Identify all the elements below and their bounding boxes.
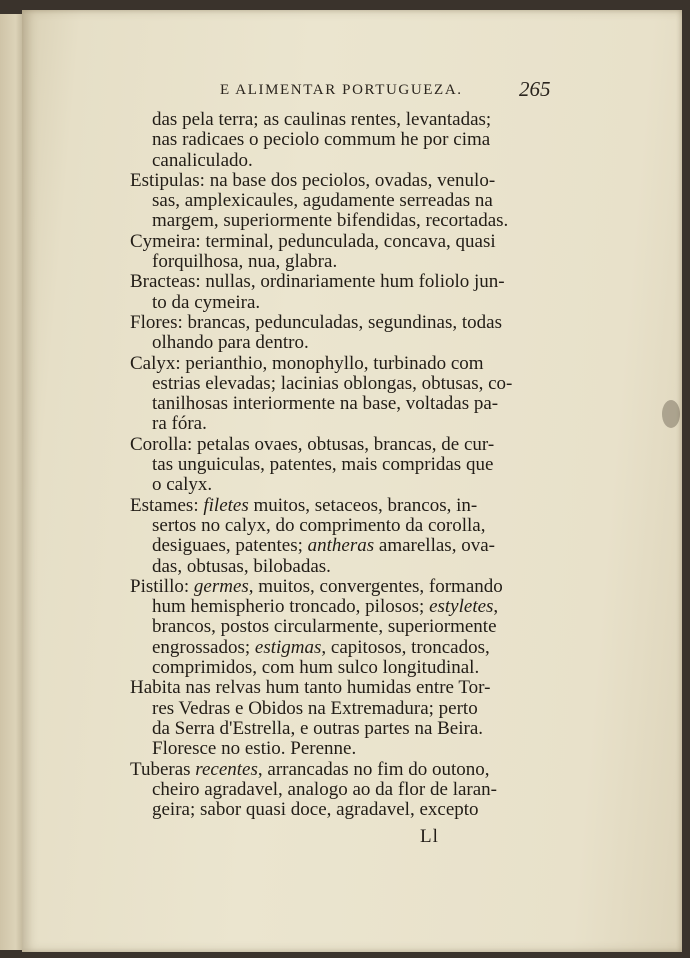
text-fragment: muitos, setaceos, brancos, in- — [248, 494, 478, 516]
text-line — [130, 577, 570, 597]
signature-mark: Ll — [420, 826, 439, 847]
text-fragment: amarellas, ova- — [374, 535, 495, 557]
text-line — [130, 780, 570, 800]
text-line — [130, 658, 570, 678]
text-fragment: brancos, postos circularmente, superiormente — [152, 616, 497, 638]
text-fragment: , capitosos, troncados, — [321, 636, 490, 658]
text-fragment: Cymeira: terminal, pedunculada, concava, quasi — [130, 230, 496, 252]
text-line — [130, 110, 570, 130]
text-fragment: sas, amplexicaules, agudamente serreadas na — [152, 190, 493, 212]
text-fragment: Flores: brancas, pedunculadas, segundinas, todas — [130, 311, 502, 333]
italic-term: estigmas — [254, 636, 322, 658]
text-line — [130, 130, 570, 150]
text-fragment: estrias elevadas; lacinias oblongas, obtusas, co- — [152, 372, 513, 394]
text-fragment: to da cymeira. — [152, 291, 261, 313]
italic-term: antheras — [307, 535, 375, 557]
page-header — [22, 77, 682, 106]
text-fragment: Corolla: petalas ovaes, obtusas, brancas, de cur- — [130, 433, 495, 455]
text-line — [130, 496, 570, 516]
text-fragment: desiguaes, patentes; — [152, 535, 308, 557]
text-fragment: olhando para dentro. — [152, 332, 309, 354]
text-fragment: ra fóra. — [152, 413, 207, 435]
text-fragment: da Serra d'Estrella, e outras partes na Beira. — [152, 717, 484, 739]
text-fragment: margem, superiormente bifendidas, recortadas. — [152, 210, 509, 232]
text-line — [130, 800, 570, 820]
page — [22, 10, 682, 952]
text-line — [130, 536, 570, 556]
italic-term: germes — [193, 575, 249, 597]
text-fragment: o calyx. — [152, 474, 213, 496]
body-text — [130, 110, 570, 820]
text-fragment: hum hemispherio troncado, pilosos; — [152, 596, 430, 618]
text-line — [130, 719, 570, 739]
text-fragment: engrossados; — [152, 636, 255, 658]
text-line — [130, 211, 570, 231]
text-fragment: das, obtusas, bilobadas. — [152, 555, 331, 577]
text-fragment: das pela terra; as caulinas rentes, levantadas; — [152, 109, 492, 130]
text-line — [130, 699, 570, 719]
paper-stain — [662, 400, 680, 428]
text-fragment: Tuberas — [130, 758, 196, 780]
text-fragment: Estipulas: na base dos peciolos, ovadas, venulo- — [130, 169, 496, 191]
text-line — [130, 374, 570, 394]
text-line — [130, 435, 570, 455]
text-line — [130, 455, 570, 475]
text-line — [130, 516, 570, 536]
text-line — [130, 313, 570, 333]
text-fragment: canaliculado. — [152, 149, 253, 171]
text-line — [130, 191, 570, 211]
text-line — [130, 232, 570, 252]
text-fragment: Floresce no estio. Perenne. — [152, 738, 357, 760]
italic-term: estyletes — [429, 596, 494, 618]
text-fragment: Pistillo: — [130, 575, 194, 597]
text-line — [130, 414, 570, 434]
italic-term: filetes — [203, 494, 249, 516]
text-fragment: Calyx: perianthio, monophyllo, turbinado com — [130, 352, 484, 374]
running-head: E ALIMENTAR PORTUGUEZA. — [220, 82, 463, 98]
text-line — [130, 394, 570, 414]
text-fragment: forquilhosa, nua, glabra. — [152, 251, 338, 273]
text-fragment: tanilhosas interiormente na base, voltadas pa- — [152, 393, 499, 415]
text-fragment: Estames: — [130, 494, 204, 516]
text-line — [130, 272, 570, 292]
page-number: 265 — [519, 77, 551, 101]
italic-term: recentes — [195, 758, 258, 780]
text-line — [130, 678, 570, 698]
text-line — [130, 557, 570, 577]
text-fragment: Habita nas relvas hum tanto humidas entre Tor- — [130, 677, 491, 699]
text-fragment: Bracteas: nullas, ordinariamente hum foliolo jun- — [130, 271, 505, 293]
text-line — [130, 151, 570, 171]
text-fragment: res Vedras e Obidos na Extremadura; perto — [152, 697, 478, 719]
text-fragment: , arrancadas no fim do outono, — [257, 758, 490, 780]
text-line — [130, 617, 570, 637]
text-line — [130, 252, 570, 272]
text-fragment: , — [493, 596, 499, 618]
text-fragment: sertos no calyx, do comprimento da corolla, — [152, 514, 486, 536]
text-line — [130, 333, 570, 353]
text-line — [130, 475, 570, 495]
text-line — [130, 739, 570, 759]
text-line — [130, 760, 570, 780]
text-fragment: , muitos, convergentes, formando — [248, 575, 503, 597]
text-line — [130, 638, 570, 658]
text-fragment: nas radicaes o peciolo commum he por cima — [152, 129, 491, 151]
text-line — [130, 293, 570, 313]
text-line — [130, 171, 570, 191]
text-line — [130, 354, 570, 374]
text-line — [130, 597, 570, 617]
text-fragment: tas unguiculas, patentes, mais compridas que — [152, 454, 494, 476]
text-fragment: geira; sabor quasi doce, agradavel, excepto — [152, 799, 479, 821]
text-fragment: comprimidos, com hum sulco longitudinal. — [152, 657, 480, 679]
text-fragment: cheiro agradavel, analogo ao da flor de laran- — [152, 778, 497, 800]
